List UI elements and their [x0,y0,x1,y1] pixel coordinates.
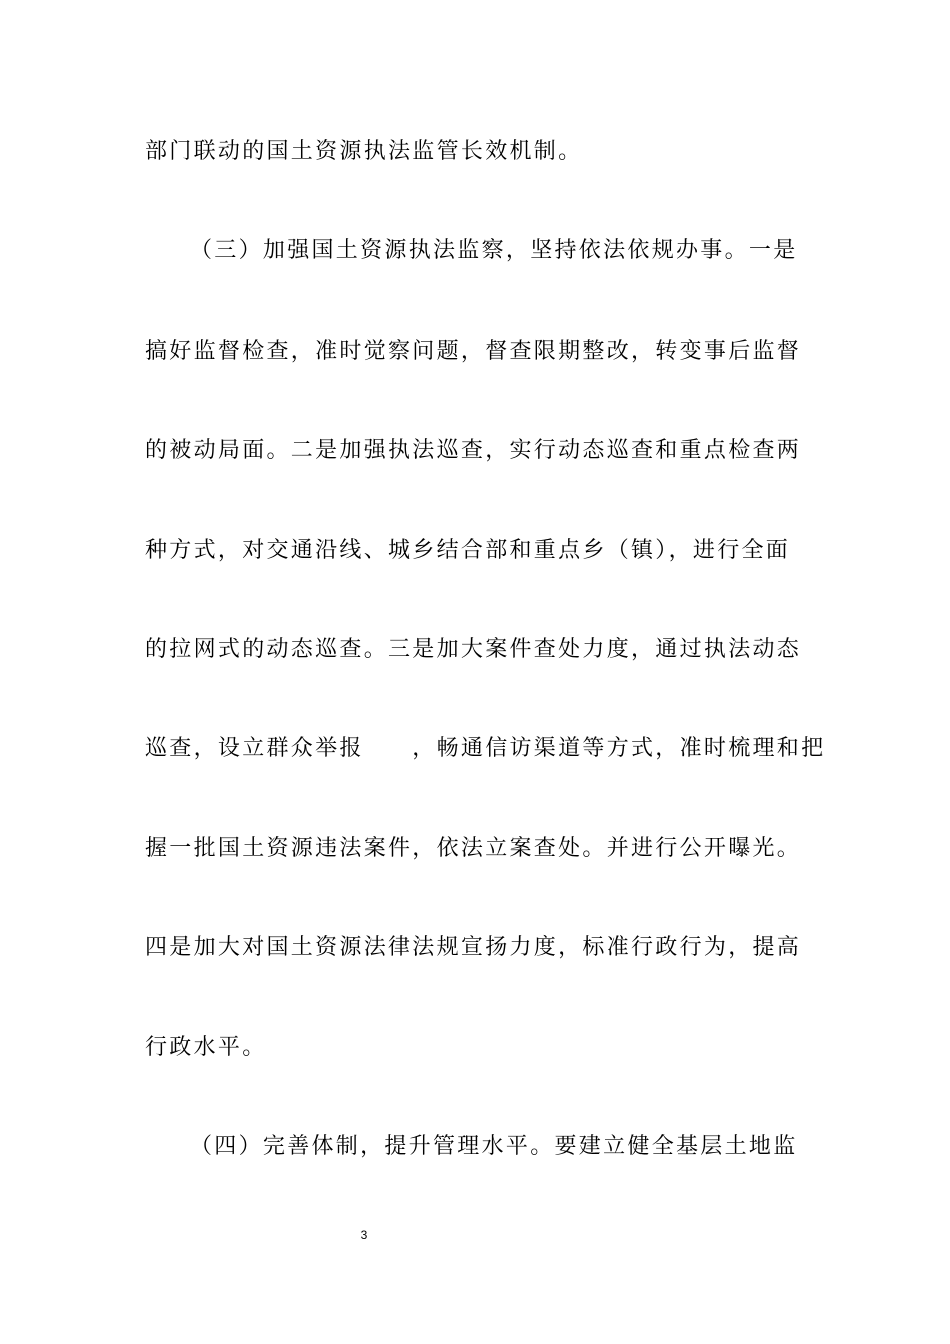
text-line: 的被动局面。二是加强执法巡查，实行动态巡查和重点检查两 [145,438,802,463]
page-number: 3 [360,1228,368,1242]
text-line: 行政水平。 [145,1035,267,1060]
text-line: （四）完善体制，提升管理水平。要建立健全基层土地监 [190,1134,798,1159]
text-line: 握一批国土资源违法案件，依法立案查处。并进行公开曝光。 [145,836,802,861]
text-line: 四是加大对国土资源法律法规宣扬力度，标准行政行为，提高 [145,935,802,960]
text-line: （三）加强国土资源执法监察，坚持依法依规办事。一是 [190,238,798,263]
text-line: 的拉网式的动态巡查。三是加大案件查处力度，通过执法动态 [145,637,802,662]
text-line: 种方式，对交通沿线、城乡结合部和重点乡（镇），进行全面 [145,538,791,563]
text-line: 巡查，设立群众举报 ，畅通信访渠道等方式，准时梳理和把 [145,736,826,761]
text-line: 搞好监督检查，准时觉察问题，督查限期整改，转变事后监督 [145,339,802,364]
text-line: 部门联动的国土资源执法监管长效机制。 [145,139,583,164]
